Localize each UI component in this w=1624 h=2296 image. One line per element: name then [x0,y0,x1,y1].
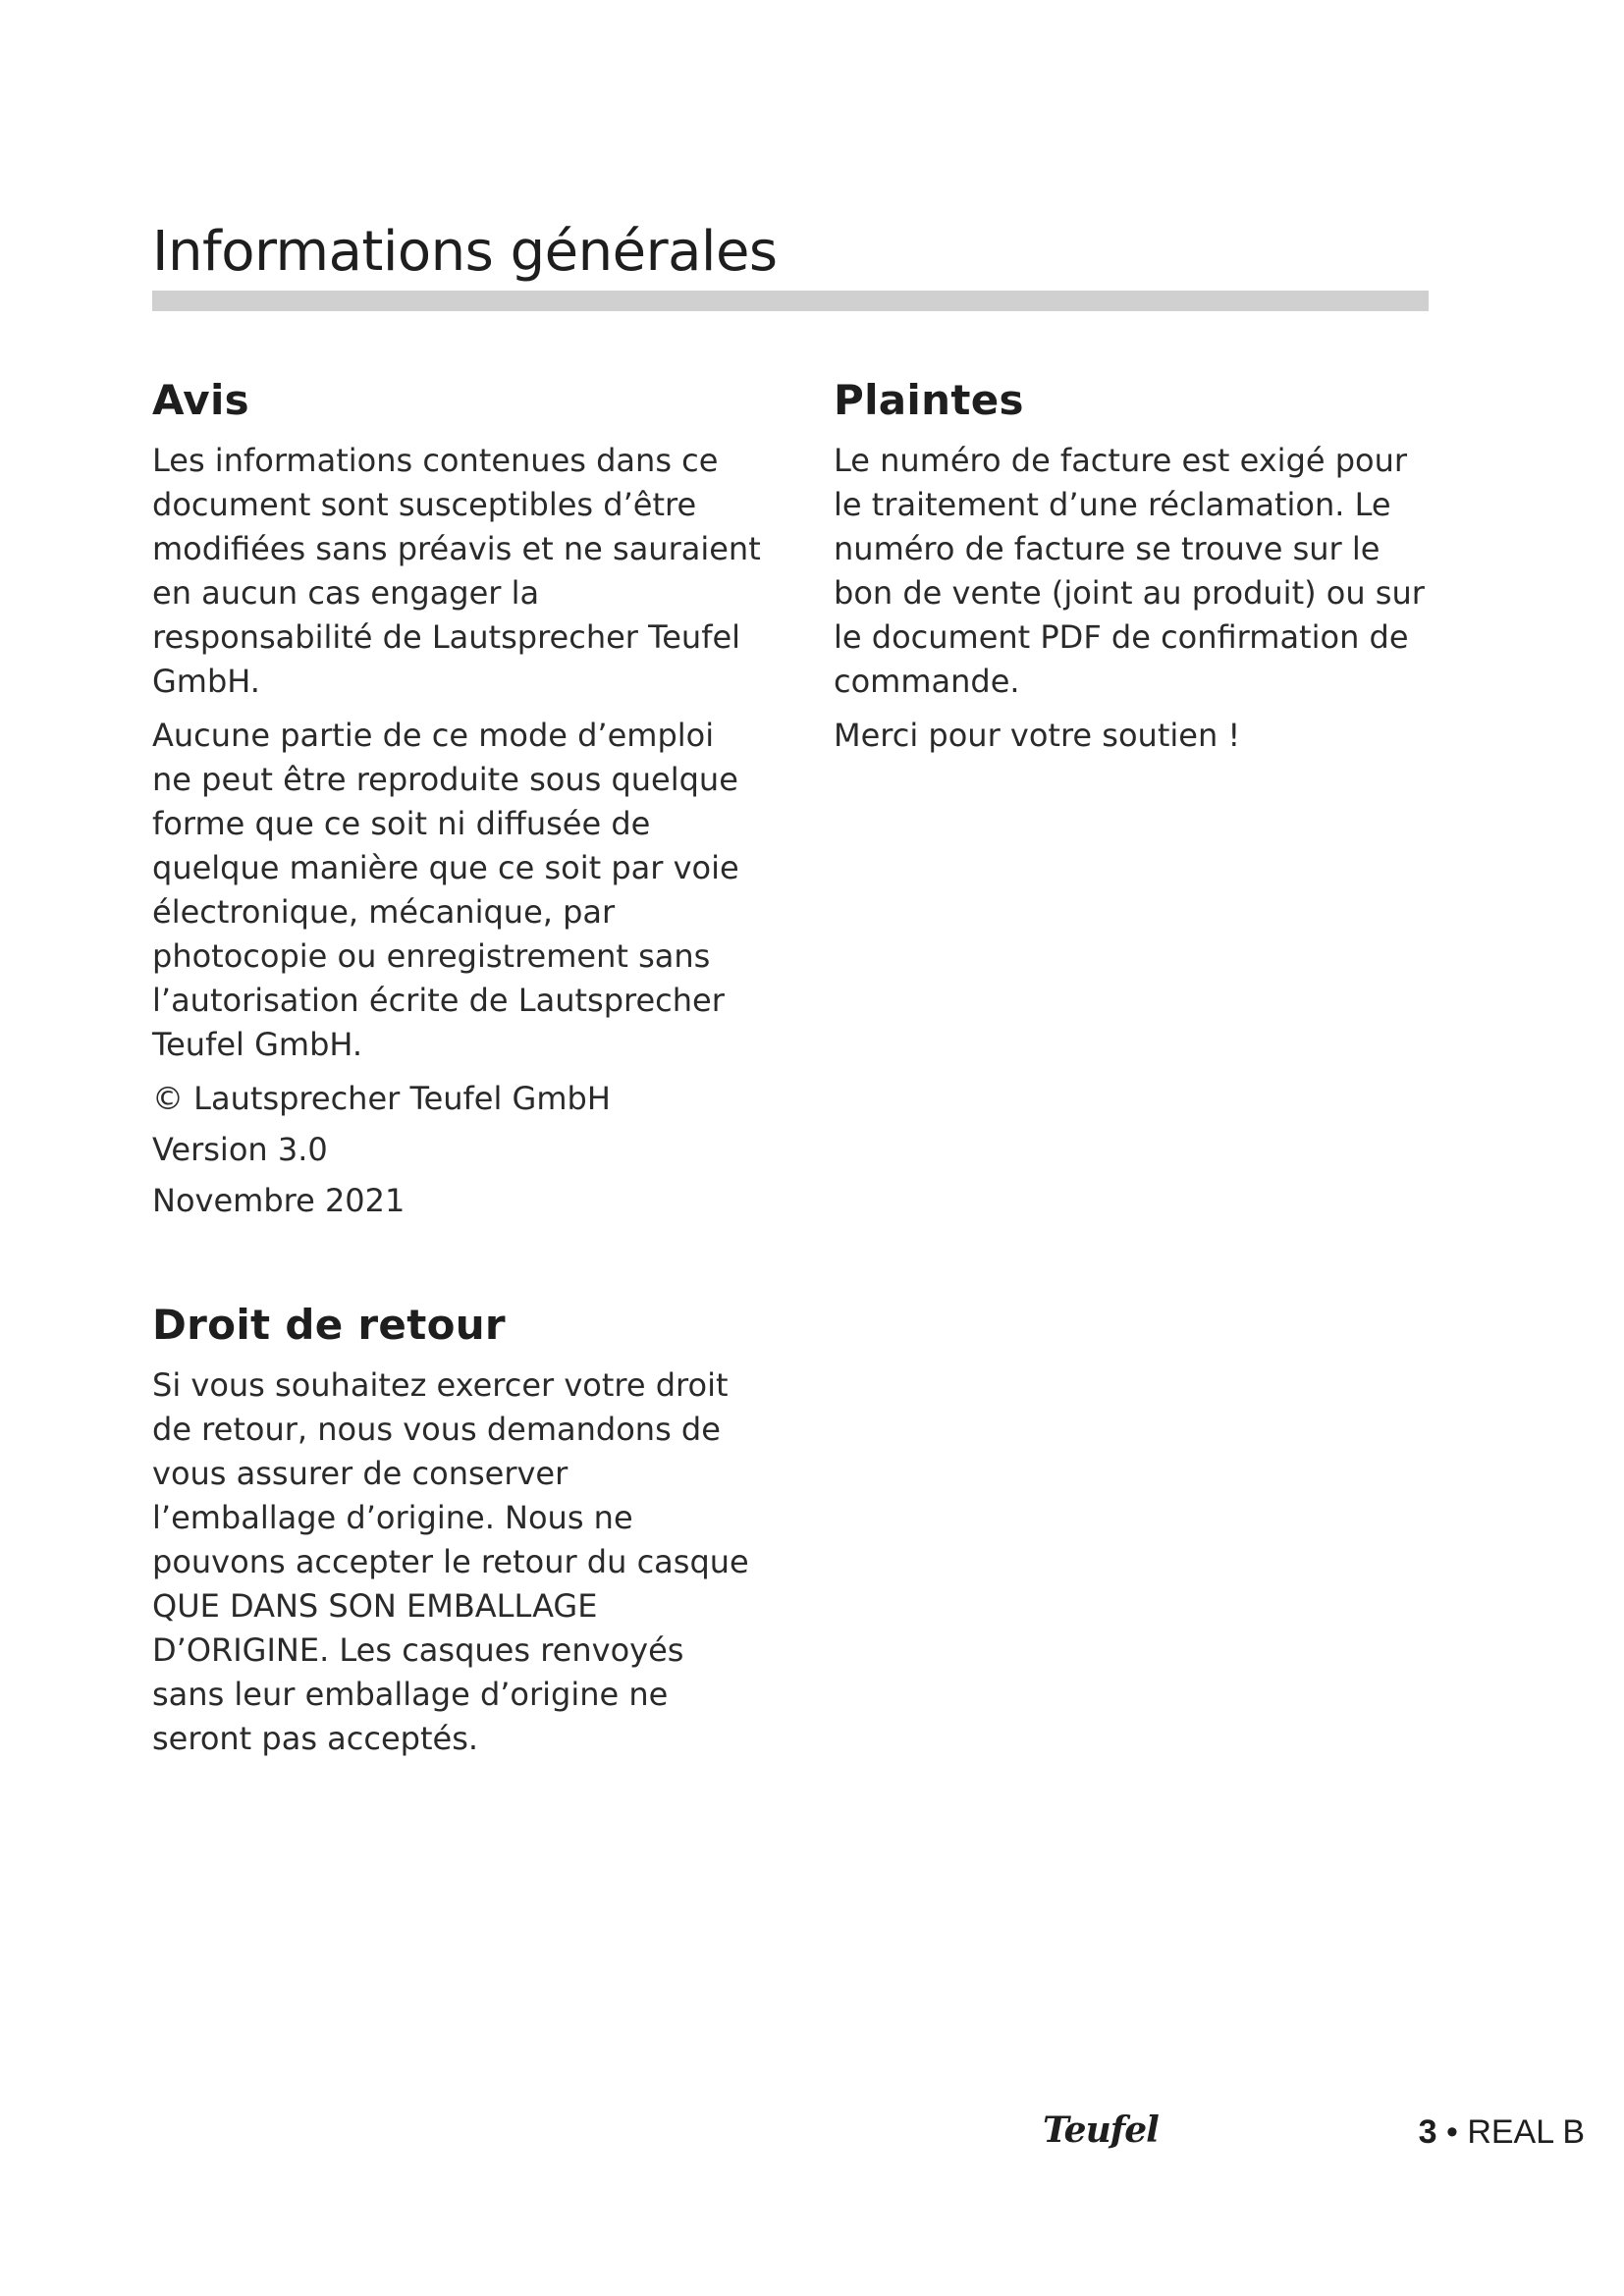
section-droit-de-retour [152,1293,761,1761]
date-text: Novembre 2021 [152,1182,406,1219]
left-column [152,368,761,1771]
footer-separator: • [1445,2113,1458,2151]
title-divider [152,291,1429,311]
page-title: Informations générales [152,220,778,284]
product-name: REAL B [1467,2113,1585,2151]
page-number: 3 [1418,2113,1437,2151]
avis-paragraph-1: Les informations contenues dans ce document sont susceptibles d’être modifiées sans préavis et ne sauraient en aucun cas engager la responsabilité de Lautsprecher Teufel GmbH. [152,442,761,700]
avis-paragraph-2: Aucune partie de ce mode d’emploi ne peut être reproduite sous quelque forme que ce soit ni diffusée de quelque manière que ce soit par voie électronique, mécanique, par photocopie ou enregistrement sans l’autorisation écrite de Lautsprecher Teufel GmbH. [152,717,739,1063]
section-spacer [152,1230,761,1293]
plaintes-paragraph-2: Merci pour votre soutien ! [834,717,1241,754]
version-text: Version 3.0 [152,1131,328,1168]
plaintes-paragraph-1: Le numéro de facture est exigé pour le traitement d’une réclamation. Le numéro de facture se trouve sur le bon de vente (joint au produit) ou sur le document PDF de confirmation de commande. [834,442,1425,700]
section-heading-droit-de-retour: Droit de retour [152,1301,506,1349]
section-heading-plaintes: Plaintes [834,376,1024,424]
section-avis [152,368,761,1223]
right-column [834,368,1433,768]
copyright-text: © Lautsprecher Teufel GmbH [152,1080,611,1117]
footer-page-info [1419,2110,1585,2154]
teufel-logo: Teufel [1043,2109,1159,2151]
section-plaintes [834,368,1433,758]
droit-de-retour-paragraph: Si vous souhaitez exercer votre droit de retour, nous vous demandons de vous assurer de conserver l’emballage d’origine. Nous ne pouvons accepter le retour du casque QUE DANS SON EMBALLAGE D’ORIGINE. Les casques renvoyés sans leur emballage d’origine ne seront pas acceptés. [152,1366,749,1757]
section-heading-avis: Avis [152,376,249,424]
